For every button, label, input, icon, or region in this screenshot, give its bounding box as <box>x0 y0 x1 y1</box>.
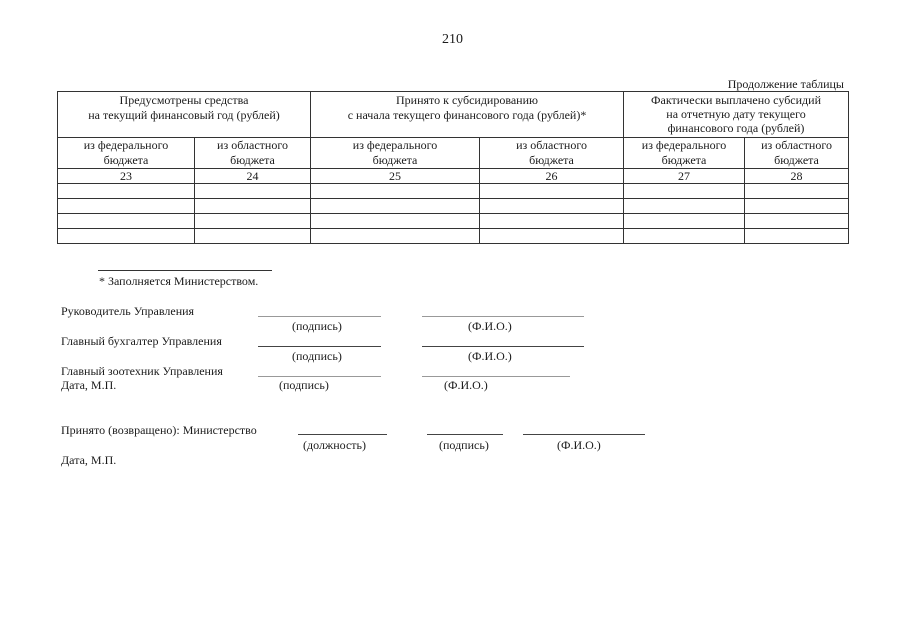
name-hint: (Ф.И.О.) <box>468 349 512 363</box>
table-header-row <box>58 92 849 138</box>
head-signature-line[interactable] <box>258 316 381 317</box>
table-cell[interactable] <box>480 229 624 244</box>
table-cell[interactable] <box>58 229 195 244</box>
table-row <box>58 199 849 214</box>
table-cell[interactable] <box>480 184 624 199</box>
group-header-planned: Предусмотрены средства на текущий финансовый год (рублей) <box>58 92 311 138</box>
column-number: 23 <box>58 169 195 184</box>
signature-hint: (подпись) <box>439 438 489 452</box>
table-cell[interactable] <box>195 214 311 229</box>
table-cell[interactable] <box>311 184 480 199</box>
subheader-cell: из федерального бюджета <box>58 138 195 169</box>
table-cell[interactable] <box>745 184 849 199</box>
zootechnician-name-line[interactable] <box>422 376 570 377</box>
group-header-accepted: Принято к субсидированию с начала текущего финансового года (рублей)* <box>311 92 624 138</box>
accountant-signature-line[interactable] <box>258 346 381 347</box>
subheader-cell: из областного бюджета <box>480 138 624 169</box>
table-cell[interactable] <box>480 214 624 229</box>
name-hint: (Ф.И.О.) <box>468 319 512 333</box>
table-cell[interactable] <box>311 199 480 214</box>
table-cell[interactable] <box>58 214 195 229</box>
accountant-name-line[interactable] <box>422 346 584 347</box>
head-label: Руководитель Управления <box>61 304 195 318</box>
table-cell[interactable] <box>624 184 745 199</box>
head-name-line[interactable] <box>422 316 584 317</box>
signature-hint: (подпись) <box>292 319 342 333</box>
subsidy-table <box>57 91 849 244</box>
column-number-row <box>58 169 849 184</box>
subheader-cell: из федерального бюджета <box>311 138 480 169</box>
table-cell[interactable] <box>311 229 480 244</box>
accountant-label: Главный бухгалтер Управления <box>61 334 222 348</box>
footnote: * Заполняется Министерством. <box>99 274 259 288</box>
date-label: Дата, М.П. <box>61 378 117 392</box>
subheader-cell: из областного бюджета <box>195 138 311 169</box>
ministry-accepted-label: Принято (возвращено): Министерство <box>61 423 257 437</box>
subheader-cell: из федерального бюджета <box>624 138 745 169</box>
table-cell[interactable] <box>195 199 311 214</box>
signature-hint: (подпись) <box>292 349 342 363</box>
signature-hint: (подпись) <box>279 378 329 392</box>
footnote-separator <box>98 270 272 271</box>
group-header-paid: Фактически выплачено субсидий на отчетную дату текущего финансового года (рублей) <box>624 92 849 138</box>
table-subheader-row <box>58 138 849 169</box>
continuation-label: Продолжение таблицы <box>727 77 844 91</box>
table-row <box>58 184 849 199</box>
column-number: 24 <box>195 169 311 184</box>
ministry-signature-line[interactable] <box>427 434 503 435</box>
table-cell[interactable] <box>58 184 195 199</box>
column-number: 27 <box>624 169 745 184</box>
ministry-name-line[interactable] <box>523 434 645 435</box>
zootechnician-label: Главный зоотехник Управления <box>61 364 223 378</box>
table-cell[interactable] <box>624 229 745 244</box>
table-row <box>58 214 849 229</box>
ministry-position-line[interactable] <box>298 434 387 435</box>
table-row <box>58 229 849 244</box>
table-cell[interactable] <box>745 199 849 214</box>
zootechnician-signature-line[interactable] <box>258 376 381 377</box>
position-hint: (должность) <box>303 438 366 452</box>
column-number: 28 <box>745 169 849 184</box>
name-hint: (Ф.И.О.) <box>557 438 601 452</box>
table-cell[interactable] <box>480 199 624 214</box>
page-number: 210 <box>442 32 463 47</box>
table-cell[interactable] <box>624 214 745 229</box>
table-cell[interactable] <box>624 199 745 214</box>
table-cell[interactable] <box>745 229 849 244</box>
name-hint: (Ф.И.О.) <box>444 378 488 392</box>
table-cell[interactable] <box>745 214 849 229</box>
subheader-cell: из областного бюджета <box>745 138 849 169</box>
table-cell[interactable] <box>195 229 311 244</box>
ministry-date-label: Дата, М.П. <box>61 453 117 467</box>
table-cell[interactable] <box>195 184 311 199</box>
table-cell[interactable] <box>58 199 195 214</box>
column-number: 25 <box>311 169 480 184</box>
table-cell[interactable] <box>311 214 480 229</box>
column-number: 26 <box>480 169 624 184</box>
